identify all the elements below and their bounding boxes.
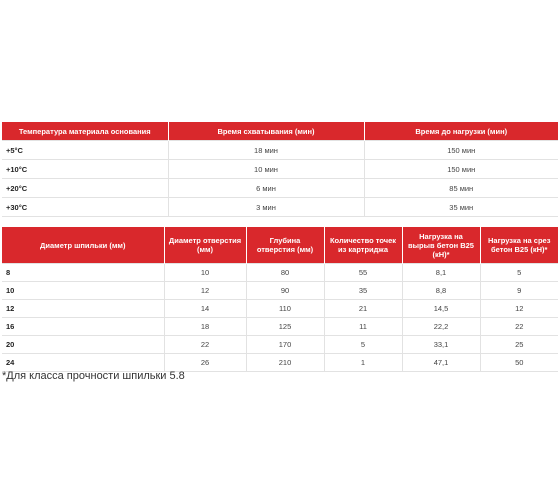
setting-time-cell: 10 мин bbox=[168, 160, 364, 179]
hole-depth-cell: 170 bbox=[246, 336, 324, 354]
points-cell: 11 bbox=[324, 318, 402, 336]
header-hole-depth: Глубина отверстия (мм) bbox=[246, 227, 324, 264]
pullout-load-cell: 8,8 bbox=[402, 282, 480, 300]
table-row bbox=[2, 336, 558, 354]
setting-time-cell: 6 мин bbox=[168, 179, 364, 198]
stud-parameters-table bbox=[2, 227, 558, 372]
table-row bbox=[2, 141, 558, 160]
hole-depth-cell: 210 bbox=[246, 354, 324, 372]
header-stud-diameter: Диаметр шпильки (мм) bbox=[2, 227, 164, 264]
pullout-load-cell: 22,2 bbox=[402, 318, 480, 336]
load-time-cell: 85 мин bbox=[364, 179, 558, 198]
pullout-load-cell: 14,5 bbox=[402, 300, 480, 318]
shear-load-cell: 12 bbox=[480, 300, 558, 318]
points-cell: 21 bbox=[324, 300, 402, 318]
table-row bbox=[2, 318, 558, 336]
hole-depth-cell: 110 bbox=[246, 300, 324, 318]
hole-diameter-cell: 26 bbox=[164, 354, 246, 372]
shear-load-cell: 22 bbox=[480, 318, 558, 336]
hole-diameter-cell: 22 bbox=[164, 336, 246, 354]
hole-diameter-cell: 12 bbox=[164, 282, 246, 300]
shear-load-cell: 50 bbox=[480, 354, 558, 372]
load-time-cell: 150 мин bbox=[364, 141, 558, 160]
header-points-per-cartridge: Количество точек из картриджа bbox=[324, 227, 402, 264]
table-row bbox=[2, 264, 558, 282]
setting-time-cell: 18 мин bbox=[168, 141, 364, 160]
points-cell: 1 bbox=[324, 354, 402, 372]
table-row bbox=[2, 282, 558, 300]
header-load-time: Время до нагрузки (мин) bbox=[364, 122, 558, 141]
header-setting-time: Время схватывания (мин) bbox=[168, 122, 364, 141]
stud-diameter-cell: 20 bbox=[2, 336, 164, 354]
points-cell: 35 bbox=[324, 282, 402, 300]
header-shear-load: Нагрузка на срез бетон B25 (кН)* bbox=[480, 227, 558, 264]
header-pullout-load: Нагрузка на вырыв бетон B25 (кН)* bbox=[402, 227, 480, 264]
setting-time-header-row bbox=[2, 122, 558, 141]
setting-time-cell: 3 мин bbox=[168, 198, 364, 217]
pullout-load-cell: 33,1 bbox=[402, 336, 480, 354]
hole-diameter-cell: 14 bbox=[164, 300, 246, 318]
temperature-cell: +20°C bbox=[2, 179, 168, 198]
points-cell: 5 bbox=[324, 336, 402, 354]
temperature-cell: +5°C bbox=[2, 141, 168, 160]
load-time-cell: 150 мин bbox=[364, 160, 558, 179]
stud-diameter-cell: 16 bbox=[2, 318, 164, 336]
stud-parameters-header-row bbox=[2, 227, 558, 264]
footnote: *Для класса прочности шпильки 5.8 bbox=[2, 370, 185, 382]
temperature-cell: +10°C bbox=[2, 160, 168, 179]
table-row bbox=[2, 179, 558, 198]
hole-depth-cell: 125 bbox=[246, 318, 324, 336]
hole-depth-cell: 80 bbox=[246, 264, 324, 282]
stud-diameter-cell: 12 bbox=[2, 300, 164, 318]
stud-diameter-cell: 10 bbox=[2, 282, 164, 300]
hole-diameter-cell: 18 bbox=[164, 318, 246, 336]
setting-time-table bbox=[2, 122, 558, 217]
stud-diameter-cell: 8 bbox=[2, 264, 164, 282]
shear-load-cell: 9 bbox=[480, 282, 558, 300]
stud-diameter-cell: 24 bbox=[2, 354, 164, 372]
table-row bbox=[2, 160, 558, 179]
header-hole-diameter: Диаметр отверстия (мм) bbox=[164, 227, 246, 264]
hole-diameter-cell: 10 bbox=[164, 264, 246, 282]
pullout-load-cell: 47,1 bbox=[402, 354, 480, 372]
shear-load-cell: 5 bbox=[480, 264, 558, 282]
load-time-cell: 35 мин bbox=[364, 198, 558, 217]
hole-depth-cell: 90 bbox=[246, 282, 324, 300]
temperature-cell: +30°C bbox=[2, 198, 168, 217]
pullout-load-cell: 8,1 bbox=[402, 264, 480, 282]
points-cell: 55 bbox=[324, 264, 402, 282]
table-row bbox=[2, 354, 558, 372]
table-row bbox=[2, 300, 558, 318]
header-base-temperature: Температура материала основания bbox=[2, 122, 168, 141]
shear-load-cell: 25 bbox=[480, 336, 558, 354]
table-row bbox=[2, 198, 558, 217]
